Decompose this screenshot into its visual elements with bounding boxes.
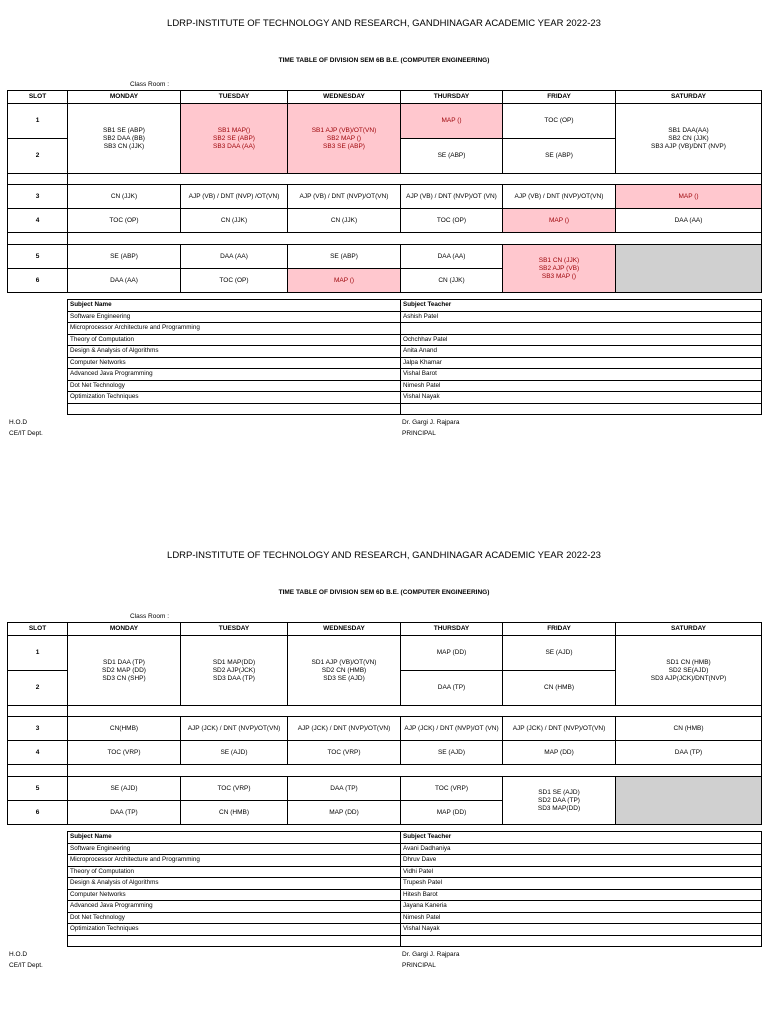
- friday-slot-5-6: SD1 SE (AJD) SD2 DAA (TP) SD3 MAP(DD): [503, 777, 616, 825]
- friday-slot-1: TOC (OP): [503, 104, 616, 139]
- institute-title: LDRP-INSTITUTE OF TECHNOLOGY AND RESEARCH, GANDHINAGAR ACADEMIC YEAR 2022-23: [167, 550, 601, 561]
- thursday-slot-1: MAP (): [401, 104, 503, 139]
- hod-signature: [9, 949, 43, 971]
- division-subtitle: TIME TABLE OF DIVISION SEM 6B B.E. (COMPUTER ENGINEERING): [278, 57, 490, 64]
- subject-name: Theory of Computation: [68, 334, 401, 346]
- subject-teacher-header: Subject Teacher: [401, 832, 762, 844]
- class-room-label: Class Room :: [130, 613, 170, 620]
- principal-name: Dr. Gargi J. Rajpara: [402, 951, 460, 958]
- friday-slot-5-6: SB1 CN (JJK) SB2 AJP (VB) SB3 MAP (): [503, 245, 616, 293]
- thursday-slot-6: CN (JJK): [401, 269, 503, 293]
- timetable-sheet-6d: [0, 532, 768, 1022]
- principal-signature: [402, 949, 459, 971]
- break-row-span: [68, 765, 762, 777]
- subject-table: [67, 831, 762, 947]
- tuesday-slot-1-2: SB1 MAP() SB2 SE (ABP) SB3 DAA (AA): [181, 104, 288, 174]
- monday-slot-1-2: SD1 DAA (TP) SD2 MAP (DD) SD3 CN (SHP): [68, 636, 181, 706]
- subject-table: [67, 299, 762, 415]
- subject-name: Software Engineering: [68, 843, 401, 855]
- subject-teacher: Anita Anand: [401, 346, 762, 358]
- thursday-slot-5: TOC (VRP): [401, 777, 503, 801]
- slot-4: 4: [8, 209, 68, 233]
- tuesday-slot-6: TOC (OP): [181, 269, 288, 293]
- thursday-slot-2: SE (ABP): [401, 139, 503, 174]
- subject-name: Optimization Techniques: [68, 924, 401, 936]
- friday-slot-2: CN (HMB): [503, 671, 616, 706]
- break-row-span: [68, 706, 762, 717]
- thursday-slot-3: AJP (VB) / DNT (NVP)/OT (VN): [401, 185, 503, 209]
- hod-signature: [9, 417, 43, 439]
- friday-slot-2: SE (ABP): [503, 139, 616, 174]
- tuesday-slot-3: AJP (VB) / DNT (NVP) /OT(VN): [181, 185, 288, 209]
- subject-empty-row: [401, 935, 762, 947]
- saturday-slot-3: MAP (): [616, 185, 762, 209]
- subject-name: Theory of Computation: [68, 866, 401, 878]
- header-monday: MONDAY: [68, 91, 181, 104]
- header-tuesday: TUESDAY: [181, 623, 288, 636]
- class-room-label: Class Room :: [130, 81, 170, 88]
- saturday-slot-5-6: [616, 777, 762, 825]
- hod-title: H.O.D: [9, 951, 28, 958]
- institute-title: LDRP-INSTITUTE OF TECHNOLOGY AND RESEARCH, GANDHINAGAR ACADEMIC YEAR 2022-23: [167, 18, 601, 29]
- subject-teacher: Dhruv Dave: [401, 855, 762, 867]
- saturday-slot-4: DAA (TP): [616, 741, 762, 765]
- monday-slot-6: DAA (AA): [68, 269, 181, 293]
- timetable-grid: [7, 90, 762, 293]
- header-slot: SLOT: [8, 91, 68, 104]
- tuesday-slot-4: SE (AJD): [181, 741, 288, 765]
- thursday-slot-3: AJP (JCK) / DNT (NVP)/OT (VN): [401, 717, 503, 741]
- slot-3: 3: [8, 717, 68, 741]
- thursday-slot-6: MAP (DD): [401, 801, 503, 825]
- subject-name: Software Engineering: [68, 311, 401, 323]
- slot-4: 4: [8, 741, 68, 765]
- header-thursday: THURSDAY: [401, 623, 503, 636]
- slot-5: 5: [8, 245, 68, 269]
- break-row-span: [68, 174, 762, 185]
- subject-teacher: Ochchhav Patel: [401, 334, 762, 346]
- header-monday: MONDAY: [68, 623, 181, 636]
- subject-teacher: Nimesh Patel: [401, 912, 762, 924]
- subject-teacher: Vidhi Patel: [401, 866, 762, 878]
- timetable-grid: [7, 622, 762, 825]
- subject-name: Microprocessor Architecture and Programming: [68, 855, 401, 867]
- slot-1: 1: [8, 636, 68, 671]
- principal-signature: [402, 417, 459, 439]
- subject-teacher: Ashish Patel: [401, 311, 762, 323]
- hod-title: H.O.D: [9, 419, 28, 426]
- slot-2: 2: [8, 671, 68, 706]
- saturday-slot-1-2: SD1 CN (HMB) SD2 SE(AJD) SD3 AJP(JCK)/DNT(NVP): [616, 636, 762, 706]
- subject-name: Microprocessor Architecture and Programming: [68, 323, 401, 335]
- tuesday-slot-6: CN (HMB): [181, 801, 288, 825]
- header-thursday: THURSDAY: [401, 91, 503, 104]
- monday-slot-4: TOC (VRP): [68, 741, 181, 765]
- saturday-slot-4: DAA (AA): [616, 209, 762, 233]
- break-row-span: [68, 233, 762, 245]
- slot-6: 6: [8, 269, 68, 293]
- subject-teacher-header: Subject Teacher: [401, 300, 762, 312]
- header-tuesday: TUESDAY: [181, 91, 288, 104]
- wednesday-slot-6: MAP (): [288, 269, 401, 293]
- thursday-slot-1: MAP (DD): [401, 636, 503, 671]
- principal-title: PRINCIPAL: [402, 962, 436, 969]
- tuesday-slot-3: AJP (JCK) / DNT (NVP)/OT(VN): [181, 717, 288, 741]
- friday-slot-1: SE (AJD): [503, 636, 616, 671]
- subject-teacher: Avani Dadhaniya: [401, 843, 762, 855]
- subject-teacher: Vishal Barot: [401, 369, 762, 381]
- subject-name-header: Subject Name: [68, 300, 401, 312]
- header-saturday: SATURDAY: [616, 91, 762, 104]
- wednesday-slot-1-2: SB1 AJP (VB)/OT(VN) SB2 MAP () SB3 SE (ABP): [288, 104, 401, 174]
- thursday-slot-5: DAA (AA): [401, 245, 503, 269]
- slot-2: 2: [8, 139, 68, 174]
- subject-name: Design & Analysis of Algorithms: [68, 346, 401, 358]
- saturday-slot-3: CN (HMB): [616, 717, 762, 741]
- monday-slot-5: SE (AJD): [68, 777, 181, 801]
- subject-teacher: Hitesh Barot: [401, 889, 762, 901]
- friday-slot-4: MAP (DD): [503, 741, 616, 765]
- friday-slot-3: AJP (JCK) / DNT (NVP)/OT(VN): [503, 717, 616, 741]
- monday-slot-5: SE (ABP): [68, 245, 181, 269]
- subject-teacher: [401, 323, 762, 335]
- subject-name: Advanced Java Programming: [68, 901, 401, 913]
- subject-teacher: Nimesh Patel: [401, 380, 762, 392]
- break-row: [8, 765, 68, 777]
- subject-name: Dot Net Technology: [68, 912, 401, 924]
- monday-slot-6: DAA (TP): [68, 801, 181, 825]
- subject-name: Design & Analysis of Algorithms: [68, 878, 401, 890]
- subject-name: Dot Net Technology: [68, 380, 401, 392]
- header-friday: FRIDAY: [503, 623, 616, 636]
- monday-slot-3: CN (JJK): [68, 185, 181, 209]
- principal-title: PRINCIPAL: [402, 430, 436, 437]
- saturday-slot-5-6: [616, 245, 762, 293]
- thursday-slot-4: SE (AJD): [401, 741, 503, 765]
- wednesday-slot-4: TOC (VRP): [288, 741, 401, 765]
- wednesday-slot-3: AJP (VB) / DNT (NVP)/OT(VN): [288, 185, 401, 209]
- header-saturday: SATURDAY: [616, 623, 762, 636]
- break-row: [8, 706, 68, 717]
- subject-empty-row: [68, 403, 401, 415]
- header-wednesday: WEDNESDAY: [288, 623, 401, 636]
- header-slot: SLOT: [8, 623, 68, 636]
- slot-1: 1: [8, 104, 68, 139]
- subject-teacher: Trupesh Patel: [401, 878, 762, 890]
- slot-6: 6: [8, 801, 68, 825]
- thursday-slot-4: TOC (OP): [401, 209, 503, 233]
- subject-teacher: Jayana Kaneria: [401, 901, 762, 913]
- wednesday-slot-4: CN (JJK): [288, 209, 401, 233]
- hod-dept: CE/IT Dept.: [9, 430, 43, 437]
- tuesday-slot-5: TOC (VRP): [181, 777, 288, 801]
- header-wednesday: WEDNESDAY: [288, 91, 401, 104]
- wednesday-slot-3: AJP (JCK) / DNT (NVP)/OT(VN): [288, 717, 401, 741]
- subject-teacher: Vishal Nayak: [401, 924, 762, 936]
- tuesday-slot-1-2: SD1 MAP(DD) SD2 AJP(JCK) SD3 DAA (TP): [181, 636, 288, 706]
- saturday-slot-1-2: SB1 DAA(AA) SB2 CN (JJK) SB3 AJP (VB)/DNT (NVP): [616, 104, 762, 174]
- slot-3: 3: [8, 185, 68, 209]
- break-row: [8, 233, 68, 245]
- subject-name: Computer Networks: [68, 357, 401, 369]
- monday-slot-3: CN(HMB): [68, 717, 181, 741]
- header-friday: FRIDAY: [503, 91, 616, 104]
- subject-name: Optimization Techniques: [68, 392, 401, 404]
- monday-slot-1-2: SB1 SE (ABP) SB2 DAA (BB) SB3 CN (JJK): [68, 104, 181, 174]
- monday-slot-4: TOC (OP): [68, 209, 181, 233]
- wednesday-slot-1-2: SD1 AJP (VB)/OT(VN) SD2 CN (HMB) SD3 SE (AJD): [288, 636, 401, 706]
- subject-teacher: Vishal Nayak: [401, 392, 762, 404]
- tuesday-slot-5: DAA (AA): [181, 245, 288, 269]
- friday-slot-3: AJP (VB) / DNT (NVP)/OT(VN): [503, 185, 616, 209]
- subject-empty-row: [401, 403, 762, 415]
- friday-slot-4: MAP (): [503, 209, 616, 233]
- principal-name: Dr. Gargi J. Rajpara: [402, 419, 460, 426]
- hod-dept: CE/IT Dept.: [9, 962, 43, 969]
- division-subtitle: TIME TABLE OF DIVISION SEM 6D B.E. (COMPUTER ENGINEERING): [278, 589, 490, 596]
- subject-name: Advanced Java Programming: [68, 369, 401, 381]
- thursday-slot-2: DAA (TP): [401, 671, 503, 706]
- wednesday-slot-6: MAP (DD): [288, 801, 401, 825]
- wednesday-slot-5: DAA (TP): [288, 777, 401, 801]
- subject-empty-row: [68, 935, 401, 947]
- wednesday-slot-5: SE (ABP): [288, 245, 401, 269]
- subject-name-header: Subject Name: [68, 832, 401, 844]
- subject-teacher: Jalpa Khamar: [401, 357, 762, 369]
- subject-name: Computer Networks: [68, 889, 401, 901]
- break-row: [8, 174, 68, 185]
- slot-5: 5: [8, 777, 68, 801]
- tuesday-slot-4: CN (JJK): [181, 209, 288, 233]
